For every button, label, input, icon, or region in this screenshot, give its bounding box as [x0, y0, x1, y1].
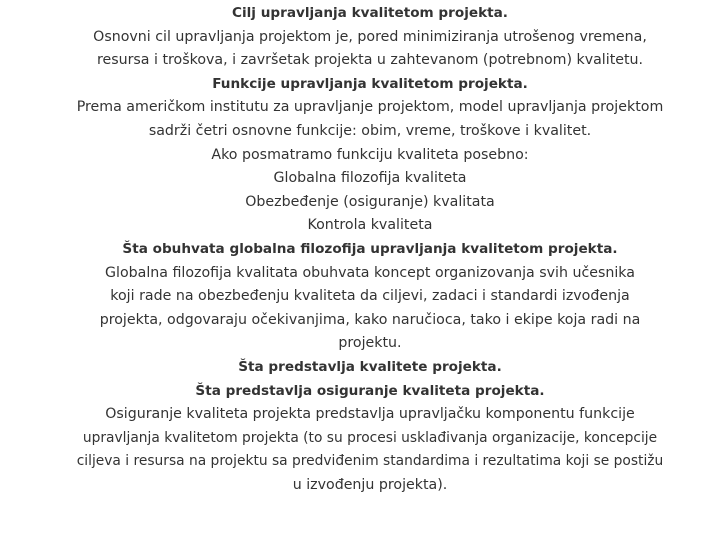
goal-text-line: Osnovni cil upravljanja projektom je, pored minimiziranja utrošenog vremena, — [93, 28, 647, 45]
functions-text-line: Prema američkom institutu za upravljanje projektom, model upravljanja projektom — [76, 99, 664, 116]
assurance-text-line: Osiguranje kvaliteta projekta predstavlja upravljačku komponentu funkcije — [105, 406, 635, 423]
quality-function-item: Globalna filozofija kvaliteta — [273, 170, 467, 187]
assurance-text-line: u izvođenju projekta). — [292, 476, 448, 493]
heading-quality-assurance: Šta predstavlja osiguranje kvaliteta projekta. — [195, 382, 545, 399]
slide-content — [40, 0, 700, 540]
philosophy-text-line: Globalna filozofija kvalitata obuhvata koncept organizovanja svih učesnika — [105, 264, 635, 281]
philosophy-text-line: projekta, odgovaraju očekivanjima, kako naručioca, tako i ekipe koja radi na — [99, 311, 641, 328]
philosophy-text-line: koji rade na obezbeđenju kvaliteta da ciljevi, zadaci i standardi izvođenja — [110, 288, 630, 305]
functions-text-line: sadrži četri osnovne funkcije: obim, vreme, troškove i kvalitet. — [148, 122, 592, 139]
heading-quality-functions: Funkcije upravljanja kvalitetom projekta. — [212, 75, 528, 92]
assurance-text-line: ciljeva i resursa na projektu sa predviđenim standardima i rezultatima koji se postižu — [76, 453, 664, 470]
goal-text-line: resursa i troškova, i završetak projekta u zahtevanom (potrebnom) kvalitetu. — [96, 52, 644, 69]
assurance-text-line: upravljanja kvalitetom projekta (to su procesi usklađivanja organizacije, koncepcije — [82, 429, 658, 446]
heading-global-philosophy: Šta obuhvata globalna filozofija upravljanja kvalitetom projekta. — [122, 240, 618, 257]
philosophy-text-line: projektu. — [338, 335, 402, 352]
quality-function-item: Obezbeđenje (osiguranje) kvalitata — [245, 193, 495, 210]
quality-function-item: Kontrola kvaliteta — [307, 217, 433, 234]
heading-project-quality: Šta predstavlja kvalitete projekta. — [238, 358, 502, 375]
functions-text-line: Ako posmatramo funkciju kvaliteta posebno: — [211, 146, 529, 163]
heading-quality-goal: Cilj upravljanja kvalitetom projekta. — [232, 5, 508, 21]
